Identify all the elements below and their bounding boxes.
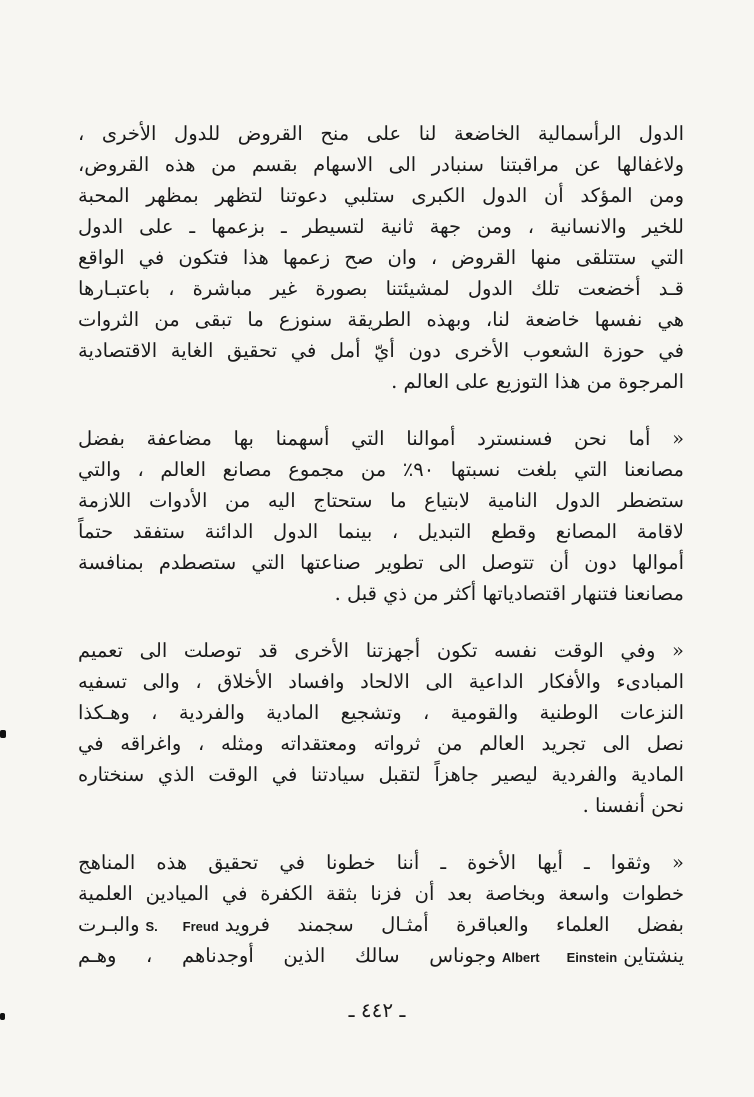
text-line: في حوزة الشعوب الأخرى دون أيّ أمل في تحقيق الغاية الاقتصادية <box>78 339 684 362</box>
scan-margin-mark <box>0 730 6 738</box>
text-line: مصانعنا التي بلغت نسبتها ٩٠٪ من مجموع مصانع العالم ، والتي <box>78 458 684 481</box>
paragraph-4 <box>78 847 684 971</box>
text-line: النزعات الوطنية والقومية ، وتشجيع المادية والفردية ، وهـكذا <box>78 701 684 724</box>
text-line-einstein <box>78 940 684 971</box>
text-line: « وثقوا ـ أيها الأخوة ـ أننا خطونا في تحقيق هذه المناهج <box>78 851 684 874</box>
latin-name-freud: S. Freud <box>145 919 219 934</box>
text-segment: وجوناس سالك الذين أوجدناهم ، وهـم <box>78 944 496 967</box>
text-line: المرجوة من هذا التوزيع على العالم . <box>391 370 684 393</box>
text-segment: بفضل العلماء والعباقرة أمثـال سجمند فرويد <box>224 913 684 936</box>
text-line: ومن المؤكد أن الدول الكبرى ستلبي دعوتنا لتظهر بمظهر المحبة <box>78 184 684 207</box>
paragraph-2 <box>78 423 684 609</box>
text-line: المبادىء والأفكار الداعية الى الالحاد وافساد الأخلاق ، والى تسفيه <box>78 670 684 693</box>
document-page <box>78 118 684 997</box>
paragraph-3 <box>78 635 684 821</box>
text-line-freud <box>78 909 684 940</box>
text-line: مصانعنا فتنهار اقتصادياتها أكثر من ذي قبل . <box>334 582 684 605</box>
text-line: لاقامة المصانع وقطع التبديل ، بينما الدول الدائنة ستفقد حتماً <box>78 520 684 543</box>
scan-margin-mark <box>0 1013 5 1020</box>
text-line: ولاغفالها عن مراقبتنا سنبادر الى الاسهام بقسم من هذه القروض، <box>78 153 684 176</box>
text-line: « وفي الوقت نفسه تكون أجهزتنا الأخرى قد توصلت الى تعميم <box>78 639 684 662</box>
text-line: خطوات واسعة وبخاصة بعد أن فزنا بثقة الكفرة في الميادين العلمية <box>78 882 684 905</box>
text-line: للخير والانسانية ، ومن جهة ثانية لتسيطر ـ بزعمها ـ على الدول <box>78 215 684 238</box>
text-line: نحن أنفسنا . <box>582 794 684 817</box>
text-line: « أما نحن فسنسترد أموالنا التي أسهمنا بها مضاعفة بفضل <box>78 427 684 450</box>
text-line: الدول الرأسمالية الخاضعة لنا على منح القروض للدول الأخرى ، <box>78 122 684 145</box>
text-line: المادية والفردية ليصير جاهزاً لتقبل سيادتنا في الوقت الذي سنختاره <box>78 763 684 786</box>
text-line: التي ستتلقى منها القروض ، وان صح زعمها هذا فتكون في الواقع <box>78 246 684 269</box>
paragraph-1 <box>78 118 684 397</box>
text-line: نصل الى تجريد العالم من ثرواته ومعتقداته ومثله ، واغراقه في <box>78 732 684 755</box>
latin-name-einstein: Albert Einstein <box>501 950 618 965</box>
page-number: ـ ٤٤٢ ـ <box>348 998 406 1022</box>
text-segment: ينشتاين <box>623 944 684 967</box>
text-line: أموالها دون أن تتوصل الى تطوير صناعتها التي ستصطدم بمنافسة <box>78 551 684 574</box>
text-segment: والبـرت <box>78 913 140 936</box>
text-line: ستضطر الدول النامية لابتياع ما ستحتاج اليه من الأدوات اللازمة <box>78 489 684 512</box>
text-line: هي نفسها خاضعة لنا، وبهذه الطريقة سنوزع ما تبقى من الثروات <box>78 308 684 331</box>
text-line: قـد أخضعت تلك الدول لمشيئتنا بصورة غير مباشرة ، باعتبـارها <box>78 277 684 300</box>
